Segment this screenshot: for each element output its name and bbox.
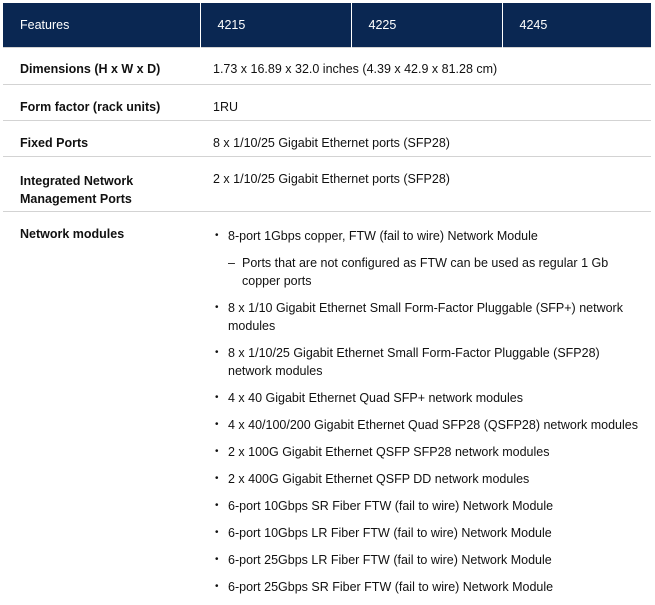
table-row-network-modules [3, 212, 651, 605]
row-value-management-ports: 2 x 1/10/25 Gigabit Ethernet ports (SFP28) [200, 157, 651, 212]
table-row-dimensions [3, 48, 651, 85]
table-row-form-factor [3, 85, 651, 121]
header-model-4215: 4215 [200, 3, 351, 48]
list-item: • 8 x 1/10/25 Gigabit Ethernet Small Form-Factor Pluggable (SFP28) network modules [213, 344, 639, 380]
row-value-network-modules [200, 212, 651, 605]
list-item: • 2 x 100G Gigabit Ethernet QSFP SFP28 network modules [213, 443, 639, 461]
specifications-table [3, 3, 651, 605]
row-value-form-factor: 1RU [200, 85, 651, 121]
list-item: • 8 x 1/10 Gigabit Ethernet Small Form-Factor Pluggable (SFP+) network modules [213, 299, 639, 335]
list-item: • 6-port 25Gbps LR Fiber FTW (fail to wire) Network Module [213, 551, 639, 569]
network-modules-sublist [228, 254, 639, 290]
header-model-4225: 4225 [351, 3, 502, 48]
table-row-management-ports [3, 157, 651, 212]
table-row-fixed-ports [3, 121, 651, 157]
sub-list-item: – Ports that are not configured as FTW can be used as regular 1 Gb copper ports [228, 254, 639, 290]
row-label-management-ports: Integrated Network Management Ports [3, 157, 200, 212]
row-label-form-factor: Form factor (rack units) [3, 85, 200, 121]
row-label-network-modules: Network modules [3, 212, 200, 605]
row-label-fixed-ports: Fixed Ports [3, 121, 200, 157]
row-label-dimensions: Dimensions (H x W x D) [3, 48, 200, 85]
list-item: • 6-port 25Gbps SR Fiber FTW (fail to wire) Network Module [213, 578, 639, 596]
list-item-text: 8-port 1Gbps copper, FTW (fail to wire) Network Module [228, 229, 538, 243]
network-modules-list [213, 227, 639, 596]
list-item [213, 227, 639, 290]
header-features: Features [3, 3, 200, 48]
row-value-dimensions: 1.73 x 16.89 x 32.0 inches (4.39 x 42.9 x 81.28 cm) [200, 48, 651, 85]
list-item: • 4 x 40/100/200 Gigabit Ethernet Quad SFP28 (QSFP28) network modules [213, 416, 639, 434]
list-item: • 6-port 10Gbps LR Fiber FTW (fail to wire) Network Module [213, 524, 639, 542]
list-item: • 2 x 400G Gigabit Ethernet QSFP DD network modules [213, 470, 639, 488]
row-value-fixed-ports: 8 x 1/10/25 Gigabit Ethernet ports (SFP28) [200, 121, 651, 157]
list-item: • 6-port 10Gbps SR Fiber FTW (fail to wire) Network Module [213, 497, 639, 515]
table-header-row [3, 3, 651, 48]
list-item: • 4 x 40 Gigabit Ethernet Quad SFP+ network modules [213, 389, 639, 407]
header-model-4245: 4245 [502, 3, 651, 48]
